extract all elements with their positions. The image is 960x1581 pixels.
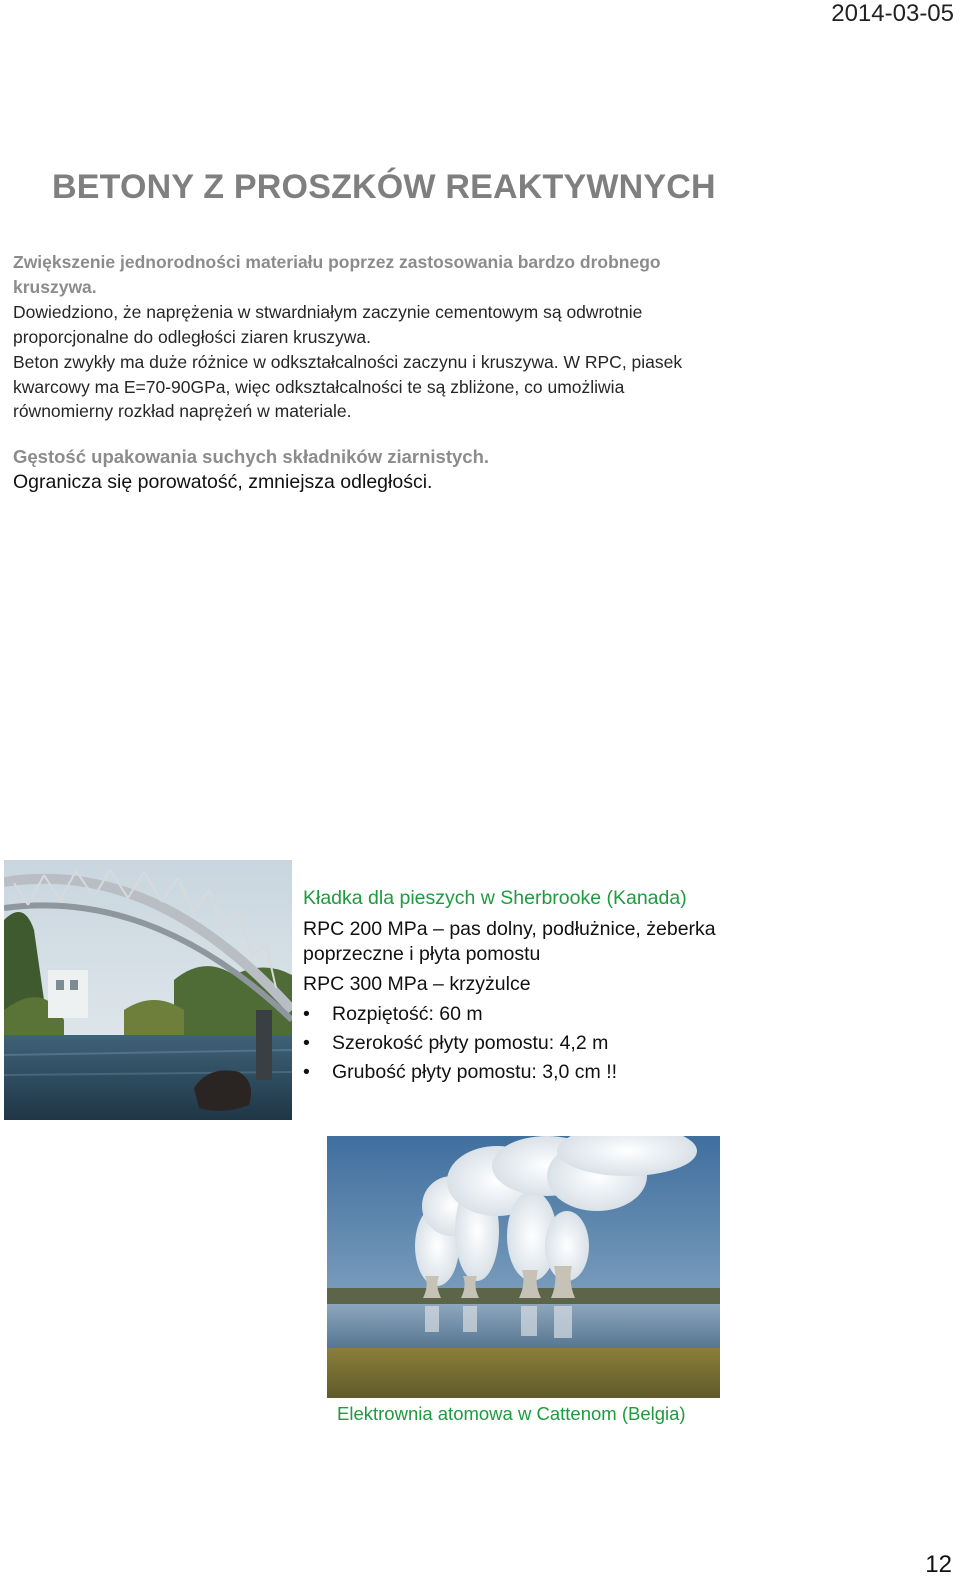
spec-deck-width: Szerokość płyty pomostu: 4,2 m <box>332 1032 609 1054</box>
page-title: BETONY Z PROSZKÓW REAKTYWNYCH <box>52 168 716 206</box>
paragraph-deformability: Beton zwykły ma duże różnice w odkształcalności zaczynu i kruszywa. W RPC, piasek kwarcowy ma E=70-90GPa, więc odkształcalności te są zbliżone, co umożliwia równomierny rozkład naprężeń w materiale. <box>13 352 683 421</box>
bridge-rpc200-line: RPC 200 MPa – pas dolny, podłużnice, żeberka poprzeczne i płyta pomostu <box>303 918 716 965</box>
bullet-icon: • <box>303 1032 310 1054</box>
header-date: 2014-03-05 <box>831 0 954 27</box>
bridge-rpc300-line: RPC 300 MPa – krzyżulce <box>303 973 531 995</box>
paragraph-porosity: Ogranicza się porowatość, zmniejsza odległości. <box>13 471 433 493</box>
bridge-description <box>303 886 743 1089</box>
power-plant-photo <box>327 1136 720 1398</box>
bullet-icon: • <box>303 1061 310 1083</box>
bullet-icon: • <box>303 1003 310 1025</box>
spec-span: Rozpiętość: 60 m <box>332 1003 483 1025</box>
paragraph-homogeneity: Zwiększenie jednorodności materiału poprzez zastosowania bardzo drobnego kruszywa. <box>13 252 661 297</box>
paragraph-packing-density: Gęstość upakowania suchych składników ziarnistych. <box>13 446 490 467</box>
list-item <box>303 1002 743 1027</box>
bridge-caption: Kładka dla pieszych w Sherbrooke (Kanada) <box>303 887 687 909</box>
bridge-spec-list <box>303 1002 743 1085</box>
power-plant-caption: Elektrownia atomowa w Cattenom (Belgia) <box>337 1403 686 1424</box>
list-item <box>303 1031 743 1056</box>
list-item <box>303 1060 743 1085</box>
paragraph-stress: Dowiedziono, że naprężenia w stwardniałym zaczynie cementowym są odwrotnie proporcjonalne do odległości ziaren kruszywa. <box>13 302 643 347</box>
spec-deck-thickness: Grubość płyty pomostu: 3,0 cm !! <box>332 1061 618 1083</box>
page-number: 12 <box>925 1551 952 1578</box>
bridge-photo <box>4 860 292 1120</box>
